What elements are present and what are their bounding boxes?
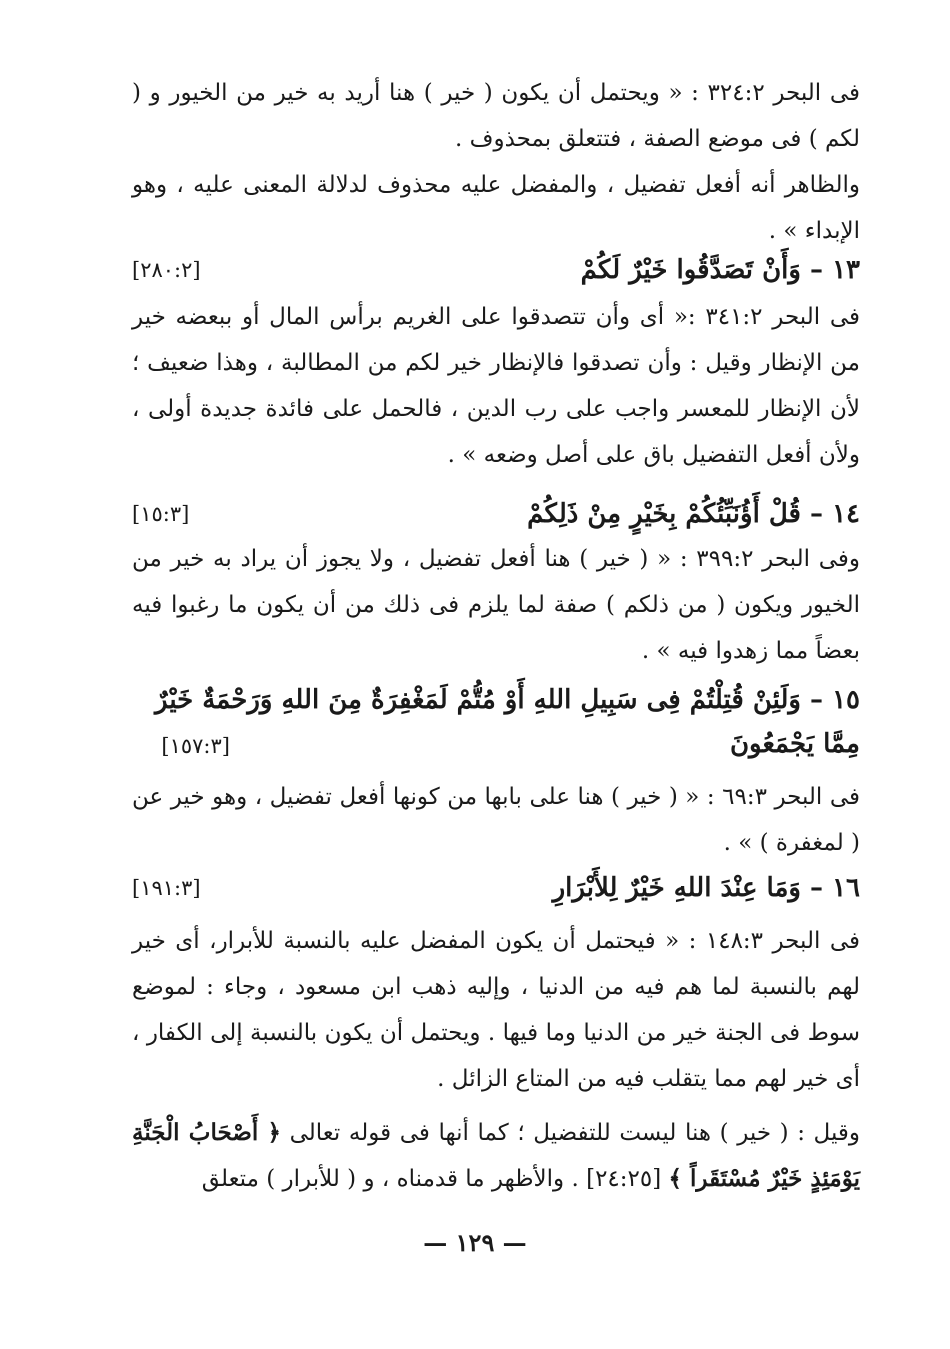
page-number: — ١٢٩ — [423,1228,527,1257]
paragraph-text: والظاهر أنه أفعل تفضيل ، والمفضل عليه محذوف لدلالة المعنى عليه ، وهو الإبداء » . [132,172,860,244]
paragraph-7 [132,1110,860,1202]
quoted-verse: ﴿ أَصْحَابُ الْجَنَّةِ يَوْمَئِذٍ خَيْرٌ مُسْتَقَراً ﴾ [132,1119,860,1192]
paragraph-text: وفى البحر ٣٩٩:٢ : « ( خير ) هنا أفعل تفضيل ، ولا يجوز أن يراد به خير من الخيور ويكون ( من ذلكم ) صفة لما يلزم فى ذلك من أن يكون ما رغبوا فيه بعضاً مما زهدوا فيه » . [132,546,860,664]
paragraph-text-part: [٢٤:٢٥] . والأظهر ما قدمناه ، و ( للأبرار ) متعلق [201,1166,662,1192]
paragraph-text: فى البحر ١٤٨:٣ : « فيحتمل أن يكون المفضل عليه بالنسبة للأبرار، أى خير لهم بالنسبة لما هم فيه من الدنيا ، وإليه ذهب ابن مسعود ، وجاء : لموضع سوط فى الجنة خير من الدنيا وما فيها . ويحتمل أن يكون بالنسبة إلى الكفار ، أى خير لهم مما يتقلب فيه من المتاع الزائل . [132,928,860,1092]
verse-reference: [١٥٧:٣] [161,734,230,758]
verse-13 [132,248,860,292]
verse-15 [132,678,860,766]
paragraph-text: فى البحر ٦٩:٣ : « ( خير ) هنا على بابها من كونها أفعل تفضيل ، وهو خير عن ( لمغفرة ) » . [132,784,860,856]
verse-text: ١٤ – قُلْ أَؤُنَبِّئُكُمْ بِخَيْرٍ مِنْ ذَلِكُمْ [527,499,860,529]
paragraph-3 [132,294,860,478]
paragraph-5 [132,774,860,866]
paragraph-text: فى البحر ٣٢٤:٢ : « ويحتمل أن يكون ( خير ) هنا أريد به خير من الخيور و ( لكم ) فى موضع الصفة ، فتتعلق بمحذوف . [132,80,860,152]
verse-reference: [١٩١:٣] [132,876,201,900]
paragraph-2 [132,162,860,254]
verse-text: ١٦ – وَمَا عِنْدَ اللهِ خَيْرٌ لِلأَبْرَارِ [552,873,860,903]
verse-text: ١٣ – وَأَنْ تَصَدَّقُوا خَيْرٌ لَكُمْ [580,255,860,285]
verse-reference: [٢٨٠:٢] [132,258,201,282]
verse-14 [132,492,860,536]
paragraph-text: فى البحر ٣٤١:٢ :« أى وأن تتصدقوا على الغريم برأس المال أو ببعضه خير من الإنظار وقيل : وأن تصدقوا فالإنظار خير لكم من المطالبة ، وهذا ضعيف ؛ لأن الإنظار للمعسر واجب على رب الدين ، فالحمل على فائدة جديدة أولى ، ولأن أفعل التفضيل باق على أصل وضعه » . [132,304,860,468]
verse-reference: [١٥:٣] [132,502,190,526]
verse-16 [132,866,860,910]
paragraph-6 [132,918,860,1102]
verse-text: ١٥ – وَلَئِنْ قُتِلْتُمْ فِى سَبِيلِ اللهِ أَوْ مُتُّمْ لَمَغْفِرَةٌ مِنَ اللهِ وَرَحْمَةٌ خَيْرٌ مِمَّا يَجْمَعُونَ [154,685,860,759]
paragraph-text-part: وقيل : ( خير ) هنا ليست للتفضيل ؛ كما أنها فى قوله تعالى [289,1120,861,1146]
paragraph-4 [132,536,860,674]
paragraph-1 [132,70,860,162]
paragraph-text [132,1110,860,1202]
